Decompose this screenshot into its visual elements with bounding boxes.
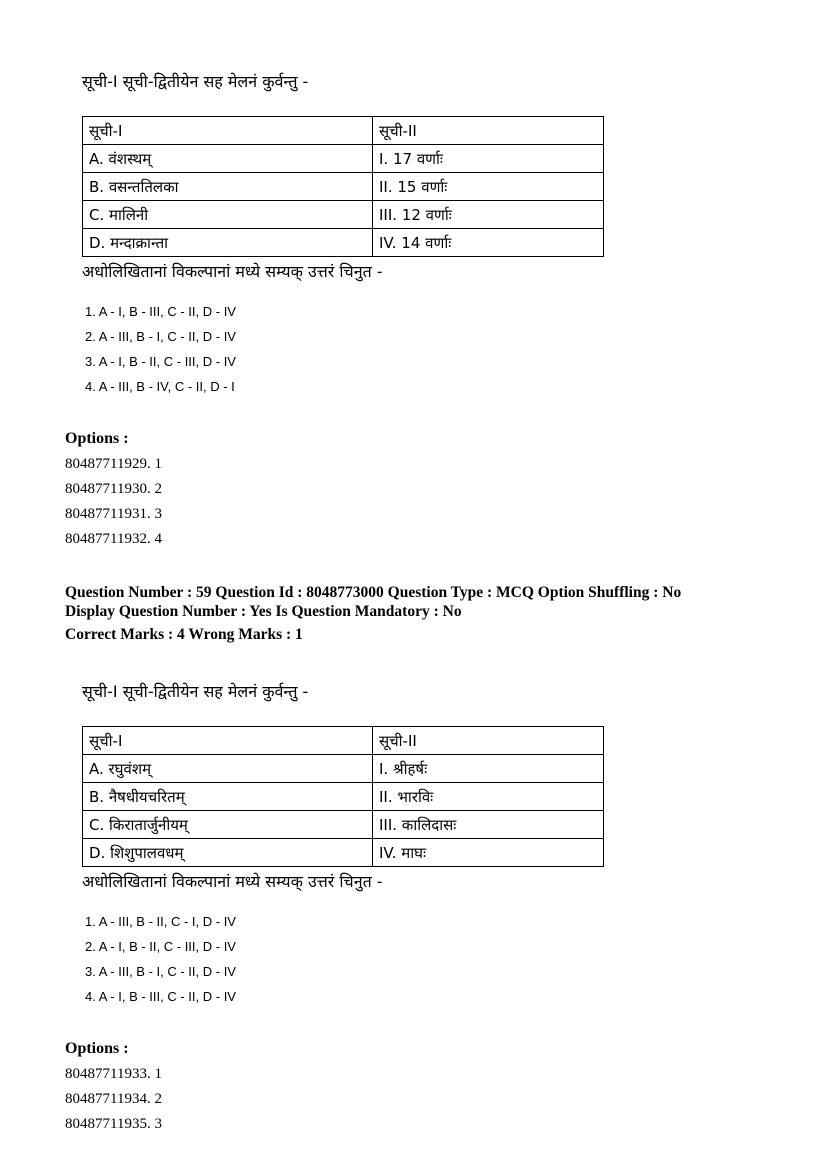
list2-cell: I. श्रीहर्षः: [373, 755, 604, 783]
list1-cell: D. मन्दाक्रान्ता: [83, 229, 373, 257]
match-table: [82, 116, 604, 257]
options-label: Options :: [65, 430, 129, 447]
choice-item: 2. A - I, B - II, C - III, D - IV: [85, 939, 236, 954]
match-table: [82, 726, 604, 867]
option-id-list: [65, 456, 766, 556]
answer-instruction: अधोलिखितानां विकल्पानां मध्ये सम्यक् उत्तरं चिनुत -: [82, 262, 383, 281]
question-58-block: [65, 72, 766, 556]
table-row: [83, 839, 604, 867]
list2-cell: II. भारविः: [373, 783, 604, 811]
list1-cell: B. नैषधीयचरितम्: [83, 783, 373, 811]
list1-cell: B. वसन्ततिलका: [83, 173, 373, 201]
list2-header: सूची-II: [373, 117, 604, 145]
options-label: Options :: [65, 1040, 129, 1057]
list2-cell: IV. माघः: [373, 839, 604, 867]
list2-cell: IV. 14 वर्णाः: [373, 229, 604, 257]
table-header-row: [83, 727, 604, 755]
option-id-item: 80487711929. 1: [65, 456, 162, 472]
option-id-item: 80487711931. 3: [65, 506, 162, 522]
list2-header: सूची-II: [373, 727, 604, 755]
list2-cell: III. कालिदासः: [373, 811, 604, 839]
list1-header: सूची-I: [83, 117, 373, 145]
meta-marks-line: Correct Marks : 4 Wrong Marks : 1: [65, 626, 303, 643]
choice-item: 4. A - I, B - III, C - II, D - IV: [85, 989, 236, 1004]
choice-item: 1. A - I, B - III, C - II, D - IV: [85, 304, 236, 319]
choice-item: 3. A - I, B - II, C - III, D - IV: [85, 354, 236, 369]
meta-line-1: Question Number : 59 Question Id : 8048773000 Question Type : MCQ Option Shuffling : No: [65, 584, 682, 601]
option-id-item: 80487711935. 3: [65, 1116, 162, 1132]
list2-cell: I. 17 वर्णाः: [373, 145, 604, 173]
table-header-row: [83, 117, 604, 145]
question-59-meta: [65, 583, 766, 644]
choice-item: 4. A - III, B - IV, C - II, D - I: [85, 379, 235, 394]
list1-header: सूची-I: [83, 727, 373, 755]
answer-instruction: अधोलिखितानां विकल्पानां मध्ये सम्यक् उत्तरं चिनुत -: [82, 872, 383, 891]
list1-cell: D. शिशुपालवधम्: [83, 839, 373, 867]
answer-choices: [85, 914, 766, 1014]
match-instruction: सूची-I सूची-द्वितीयेन सह मेलनं कुर्वन्तु -: [82, 72, 309, 91]
table-row: [83, 173, 604, 201]
list1-cell: C. किरातार्जुनीयम्: [83, 811, 373, 839]
option-id-item: 80487711933. 1: [65, 1066, 162, 1082]
answer-choices: [85, 304, 766, 404]
choice-item: 1. A - III, B - II, C - I, D - IV: [85, 914, 236, 929]
table-row: [83, 783, 604, 811]
question-59-block: [65, 682, 766, 1141]
table-row: [83, 811, 604, 839]
list1-cell: A. रघुवंशम्: [83, 755, 373, 783]
list2-cell: II. 15 वर्णाः: [373, 173, 604, 201]
option-id-item: 80487711934. 2: [65, 1091, 162, 1107]
table-row: [83, 201, 604, 229]
table-row: [83, 755, 604, 783]
match-instruction: सूची-I सूची-द्वितीयेन सह मेलनं कुर्वन्तु -: [82, 682, 309, 701]
list1-cell: C. मालिनी: [83, 201, 373, 229]
option-id-item: 80487711932. 4: [65, 531, 162, 547]
table-row: [83, 145, 604, 173]
choice-item: 3. A - III, B - I, C - II, D - IV: [85, 964, 236, 979]
list2-cell: III. 12 वर्णाः: [373, 201, 604, 229]
option-id-item: 80487711930. 2: [65, 481, 162, 497]
meta-line-2: Display Question Number : Yes Is Question Mandatory : No: [65, 603, 462, 620]
list1-cell: A. वंशस्थम्: [83, 145, 373, 173]
option-id-list: [65, 1066, 766, 1141]
table-row: [83, 229, 604, 257]
choice-item: 2. A - III, B - I, C - II, D - IV: [85, 329, 236, 344]
